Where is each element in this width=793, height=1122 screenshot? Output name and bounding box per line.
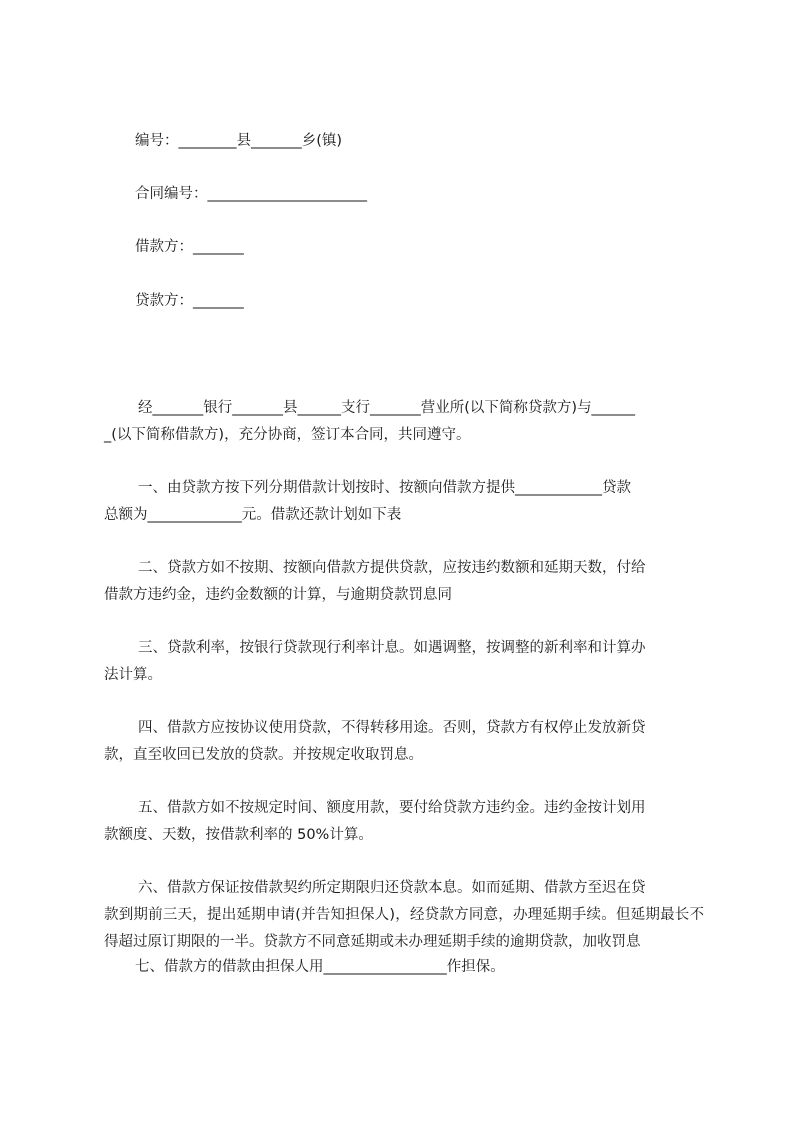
clause-4-rest: 款，直至收回已发放的贷款。并按规定收取罚息。 <box>104 747 423 763</box>
clause-5-rest: 款额度、天数，按借款利率的 50%计算。 <box>104 827 373 843</box>
clause-7: 七、借款方的借款由担保人用_________________作担保。 <box>135 959 505 975</box>
clause-5-first: 五、借款方如不按规定时间、额度用款，要付给贷款方违约金。违约金按计划用 <box>138 800 646 816</box>
contract-number-line: 合同编号：______________________ <box>135 186 367 202</box>
clause-1-first: 一、由贷款方按下列分期借款计划按时、按额向借款方提供____________贷款 <box>138 480 631 496</box>
clause-3-rest: 法计算。 <box>104 667 162 683</box>
serial-number-line: 编号：________县_______乡(镇) <box>135 133 343 149</box>
clause-1-rest: 总额为_____________元。借款还款计划如下表 <box>104 507 402 523</box>
lender-line: 贷款方：_______ <box>135 293 244 309</box>
clause-2-first: 二、贷款方如不按期、按额向借款方提供贷款，应按违约数额和延期天数，付给 <box>138 560 646 576</box>
clause-2-rest: 借款方违约金，违约金数额的计算，与逾期贷款罚息同 <box>104 587 452 603</box>
clause-6-rest: 款到期前三天，提出延期申请(并告知担保人)，经贷款方同意，办理延期手续。但延期最长不得超过原订期限的一半。贷款方不同意延期或未办理延期手续的逾期贷款，加收罚息 <box>104 907 704 950</box>
clause-4-first: 四、借款方应按协议使用贷款，不得转移用途。否则，贷款方有权停止发放新贷 <box>138 720 646 736</box>
intro-rest: _(以下简称借款方)，充分协商，签订本合同，共同遵守。 <box>104 427 471 443</box>
clause-6-first: 六、借款方保证按借款契约所定期限归还贷款本息。如而延期、借款方至迟在贷 <box>138 880 646 896</box>
clause-3-first: 三、贷款利率，按银行贷款现行利率计息。如遇调整，按调整的新利率和计算办 <box>138 640 646 656</box>
intro-first-line: 经_______银行_______县______支行_______营业所(以下简称贷款方)与______ <box>138 400 636 416</box>
borrower-line: 借款方：_______ <box>135 239 244 255</box>
